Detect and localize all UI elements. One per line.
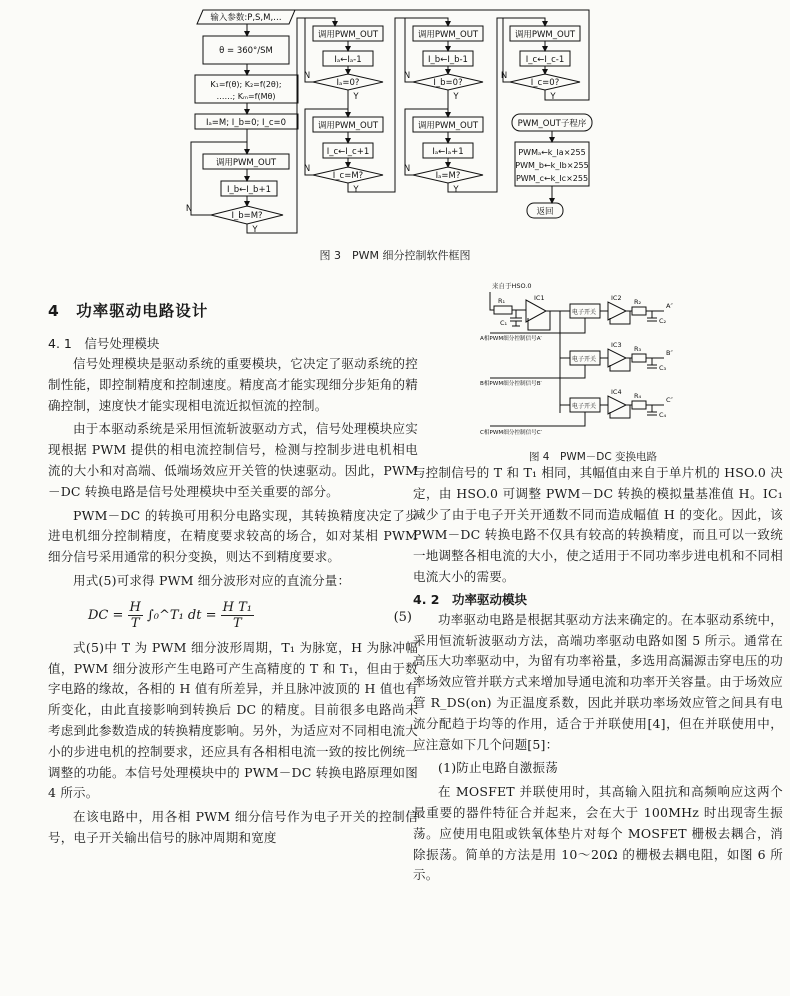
col4-dec-text: I_c←I_c-1 (525, 55, 565, 65)
k-line1-text: K₁=f(θ); K₂=f(2θ); (210, 80, 282, 89)
r1-label: R₁ (498, 297, 506, 305)
figure-4-caption: 图 4 PWM－DC 变换电路 (528, 451, 658, 463)
subsection-title-4-2: 4. 2 功率驱动模块 (413, 591, 527, 607)
paragraph: 用式(5)可求得 PWM 细分波形对应的直流分量： (73, 572, 351, 588)
channel-c (490, 396, 664, 426)
paragraph: 与控制信号的 T 和 T₁ 相同，其幅值由来自于单片机的 HSO.0 决定，由 HSO.0 可调整 PWM－DC 转换的模拟量基准值 H。IC₁ 减少了由于电子开关开通数不同而造成幅值 H 的变化。因此，该 PWM－DC 转换电路不仅具有较高的转换精度，而且可以一致统一地调整各相电流的大小，使之适用于不同功率步进电机和不同相电流大小的需要。 (413, 465, 783, 584)
col3-cond-bottom-text: Iₐ=M? (435, 171, 461, 181)
col3-y-top-label: Y (453, 92, 459, 102)
subsection-title-4-1: 4. 1 信号处理模块 (48, 336, 160, 351)
col4-y-label: Y (550, 92, 556, 102)
pwm-out-title-text: PWM_OUT子程序 (517, 119, 587, 129)
list-heading: (1)防止电路自激振荡 (438, 760, 558, 776)
theta-text: θ = 360°/SM (219, 46, 273, 56)
col3-n-top-label: N (403, 71, 411, 81)
right-column (413, 463, 783, 886)
circuit-svg (480, 278, 680, 444)
paragraph: 在该电路中，用各相 PWM 细分信号作为电子开关的控制信号，电子开关输出信号的脉冲周期和宽度 (48, 809, 418, 845)
pwm-c-text: PWM_c←k_Ic×255 (515, 174, 589, 183)
source-label: 来自于HSO.0 (492, 282, 532, 290)
ic4-label: IC4 (611, 388, 622, 396)
signal-b-label: B相PWM细分控制信号B′ (480, 381, 542, 387)
k-line2-text: ……; Kₘ=f(Mθ) (216, 92, 276, 101)
col2-call-bottom-text: 调用PWM_OUT (317, 121, 379, 131)
col3-cond-top-text: I_b=0? (433, 78, 463, 88)
figure-4-circuit (480, 278, 680, 444)
formula-dc: DC = (88, 607, 128, 623)
formula-5 (48, 592, 418, 638)
col2-inc-text: I_c←I_c+1 (326, 147, 370, 157)
pwm-b-text: PWM_b←k_Ib×255 (515, 161, 589, 170)
col2-call-top-text: 调用PWM_OUT (317, 30, 379, 40)
col4-n-label: N (500, 71, 508, 81)
col1-call-text: 调用PWM_OUT (215, 158, 277, 168)
r1-resistor (494, 306, 512, 314)
formula-fraction-ht1-t (221, 600, 254, 631)
col2-y-bottom-label: Y (353, 185, 359, 195)
formula-expression (88, 600, 254, 631)
switch-b-label: 电子开关 (572, 356, 597, 363)
out-c-label: C″ (666, 396, 673, 404)
signal-a-label: A相PWM细分控制信号A′ (480, 336, 542, 342)
col3-call-top-text: 调用PWM_OUT (417, 30, 479, 40)
channel-b (490, 349, 664, 378)
section-title: 4 功率驱动电路设计 (48, 302, 209, 320)
c1-label: C₁ (500, 319, 508, 327)
figure-3-flowchart (185, 4, 610, 240)
init-text: Iₐ=M; I_b=0; I_c=0 (205, 118, 287, 128)
formula-number: (5) (393, 609, 412, 625)
ic2-label: IC2 (611, 294, 622, 302)
formula-fraction-h-t (128, 600, 143, 631)
paragraph: 信号处理模块是驱动系统的重要模块，它决定了驱动系统的控制性能，即控制精度和控制速度。精度高才能实现细分步矩角的精确控制，速度快才能实现相电流近拟恒流的控制。 (48, 356, 418, 413)
input-params-text: 输入参数:P,S,M,… (210, 13, 282, 23)
paragraph: PWM－DC 的转换可用积分电路实现，其转换精度决定了步进电机细分控制精度，在精度要求较高的场合，如对某相 PWM 细分信号采用通常的积分变换，则达不到精度要求。 (48, 507, 418, 565)
left-column (48, 298, 418, 849)
col3-inc-text: Iₐ←Iₐ+1 (432, 147, 464, 157)
col2-cond-top-text: Iₐ=0? (336, 78, 360, 88)
col4-call-top-text: 调用PWM_OUT (514, 30, 576, 40)
out-b-label: B″ (666, 349, 673, 357)
flowchart-svg (185, 4, 610, 240)
col3-n-bottom-label: N (403, 164, 411, 174)
formula-ht1: H T₁ (222, 599, 252, 615)
col1-cond-text: I_b=M? (231, 211, 263, 221)
col3-dec-text: I_b←I_b-1 (428, 55, 468, 65)
formula-t2: T (232, 615, 242, 631)
switch-c-label: 电子开关 (572, 403, 597, 410)
ic1-opamp (526, 300, 546, 322)
col4-cond-text: I_c=0? (530, 78, 560, 88)
r3-label: R₃ (634, 345, 642, 353)
col1-y-label: Y (252, 225, 258, 235)
figure-3-caption: 图 3 PWM 细分控制软件框图 (319, 249, 471, 262)
formula-h: H (129, 599, 141, 615)
col2-dec-text: Iₐ←Iₐ-1 (334, 55, 362, 65)
paragraph: 式(5)中 T 为 PWM 细分波形周期，T₁ 为脉宽，H 为脉冲幅值，PWM 细分波形产生电路可产生高精度的 T 和 T₁，但由于数字电路的缘故，各相的 H 值有所差异，并且脉冲波顶的 H 值也有所变化，由此直接影响到转换后 DC 的精度。目前很多电路尚未考虑到此参数造成的转换精度影响。另外，为适应对不同相电流大小的步进电机的控制要求，还应具有各相相电流一致的按比例统一调整的功能。本信号处理模块中的 PWM－DC 转换电路原理如图 4 所示。 (48, 639, 418, 801)
signal-c-label: C相PWM细分控制信号C′ (480, 430, 542, 436)
switch-a-label: 电子开关 (572, 309, 597, 316)
col1-inc-text: I_b←I_b+1 (227, 185, 271, 195)
r2-label: R₂ (634, 298, 642, 306)
col1-n-label: N (185, 204, 193, 214)
pwm-a-text: PWMₐ←k_Ia×255 (518, 148, 586, 157)
return-text: 返回 (536, 207, 554, 217)
c4-label: C₄ (659, 411, 667, 419)
paragraph: 由于本驱动系统是采用恒流斩波驱动方式，信号处理模块应实现根据 PWM 提供的相电流控制信号，检测与控制步进电机相电流的大小和对高端、低端场效应开关管的快速驱动。因此，PWM－DC 转换电路是信号处理模块中至关重要的部分。 (48, 421, 418, 499)
paragraph: 功率驱动电路是根据其驱动方法来确定的。在本驱动系统中，采用恒流斩波驱动方法，高端功率驱动电路如图 5 所示。通常在高压大功率驱动中，为留有功率裕量，多选用高漏源击穿电压的功率场效应管并联方式来增加导通电流和功率开关容量。由于场效应管 R_DS(on) 为正温度系数，因此并联功率场效应管之间具有电流分配趋于均等的作用，适合于并联使用[4]，但在并联使用中，应注意如下几个问题[5]： (413, 611, 783, 752)
col2-n-bottom-label: N (303, 164, 311, 174)
ic3-label: IC3 (611, 341, 622, 349)
col2-n-top-label: N (303, 71, 311, 81)
col3-call-bottom-text: 调用PWM_OUT (417, 121, 479, 131)
c3-label: C₃ (659, 364, 667, 372)
out-a-label: A″ (666, 302, 673, 310)
c2-label: C₂ (659, 317, 667, 325)
col3-y-bottom-label: Y (453, 185, 459, 195)
formula-integral: ∫₀^T₁ dt = (147, 607, 221, 623)
r4-label: R₄ (634, 392, 642, 400)
col2-y-top-label: Y (353, 92, 359, 102)
formula-t: T (130, 615, 140, 631)
ic1-label: IC1 (534, 294, 545, 302)
col2-cond-bottom-text: I_c=M? (332, 171, 364, 181)
paragraph: 在 MOSFET 并联使用时，其高输入阻抗和高频响应这两个最重要的器件特征合并起来，会在大于 100MHz 时出现寄生振荡。应使用电阻或铁氧体垫片对每个 MOSFET 栅极去耦合，消除振荡。简单的方法是用 10～20Ω 的栅极去耦电阻，如图 6 所示。 (413, 784, 783, 883)
